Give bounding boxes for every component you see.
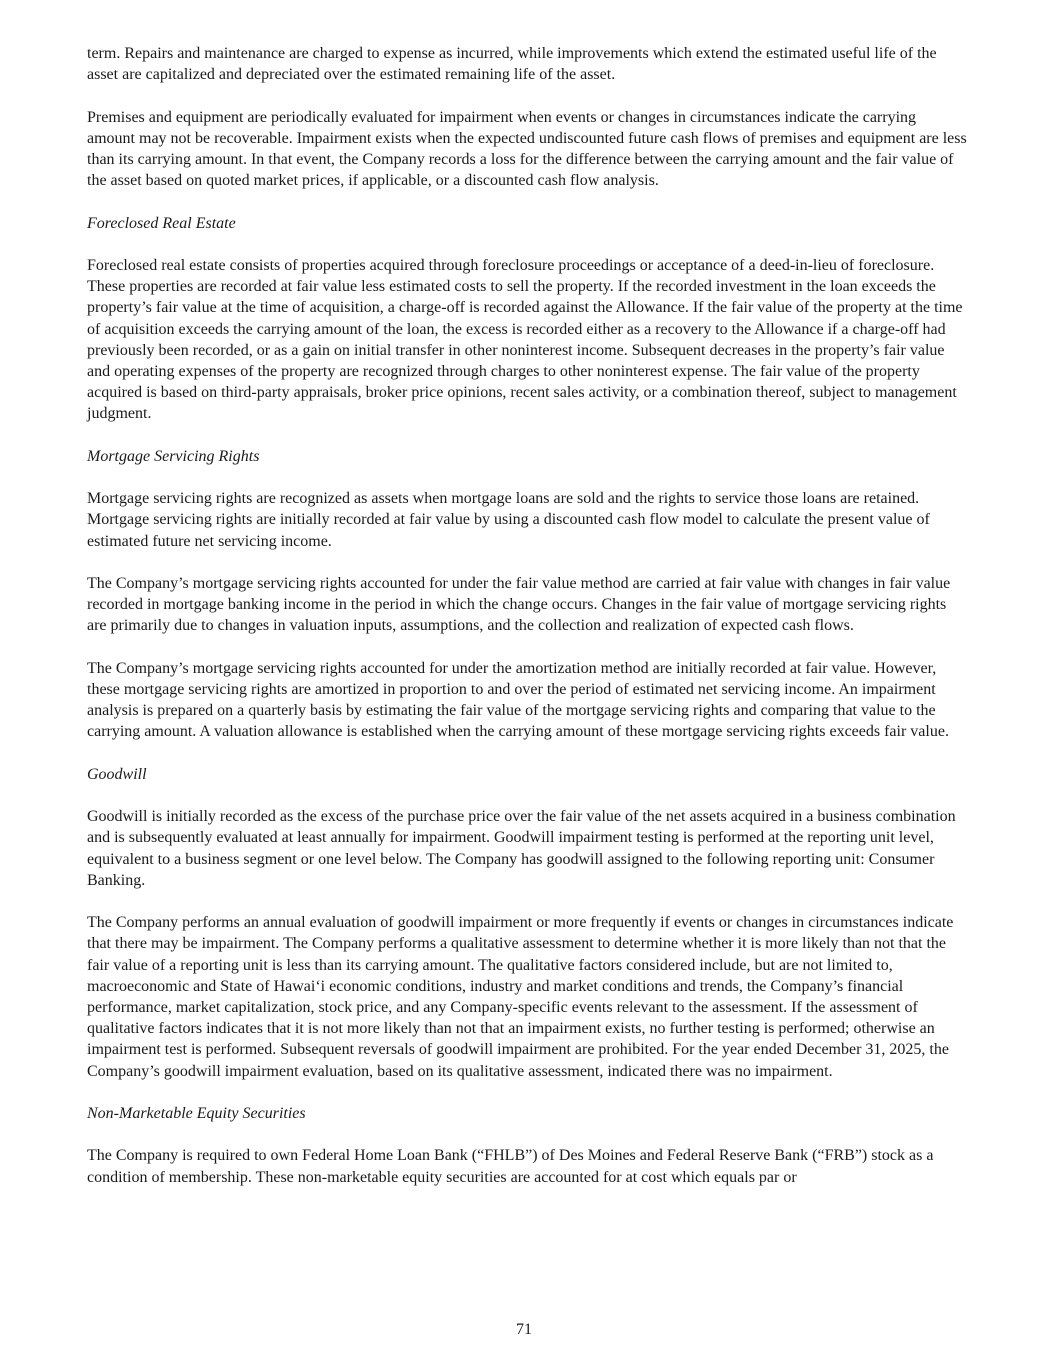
paragraph-premises-impairment: Premises and equipment are periodically evaluated for impairment when events or changes in circumstances indicate the carrying amount may not be recoverable. Impairment exists when the expected undiscounted future cash flows of premises and equipment are less than its carrying amount. In that event, the Company records a loss for the difference between the carrying amount and the fair value of the asset based on quoted market prices, if applicable, or a discounted cash flow analysis.	[87, 108, 967, 190]
paragraph-premises-repairs: term. Repairs and maintenance are charged to expense as incurred, while improvements which extend the estimated useful life of the asset are capitalized and depreciated over the estimated remaining life of the asset.	[87, 45, 937, 84]
paragraph-goodwill-evaluation: The Company performs an annual evaluation of goodwill impairment or more frequently if events or changes in circumstances indicate that there may be impairment. The Company performs a qualitative assessment to determine whether it is more likely than not that the fair value of a reporting unit is less than its carrying amount. The qualitative factors considered include, but are not limited to, macroeconomic and State of Hawai‘i economic conditions, industry and market conditions and trends, the Company’s financial performance, market capitalization, stock price, and any Company-specific events relevant to the assessment. If the assessment of qualitative factors indicates that it is not more likely than not that an impairment exists, no further testing is performed; otherwise an impairment test is performed. Subsequent reversals of goodwill impairment are prohibited. For the year ended December 31, 2025, the Company’s goodwill impairment evaluation, based on its qualitative assessment, indicated there was no impairment.	[87, 914, 954, 1080]
page-number: 71	[516, 1321, 532, 1338]
paragraph-non-marketable-equity: The Company is required to own Federal Home Loan Bank (“FHLB”) of Des Moines and Federal Reserve Bank (“FRB”) stock as a condition of membership. These non-marketable equity securities are accounted for at cost which equals par or	[87, 1147, 934, 1186]
section-heading-goodwill: Goodwill	[87, 765, 147, 783]
paragraph-msr-recognition: Mortgage servicing rights are recognized as assets when mortgage loans are sold and the rights to service those loans are retained. Mortgage servicing rights are initially recorded at fair value by using a discounted cash flow model to calculate the present value of estimated future net servicing income.	[87, 490, 930, 550]
section-heading-foreclosed-real-estate: Foreclosed Real Estate	[87, 214, 236, 232]
page-body	[87, 43, 967, 1209]
paragraph-goodwill-recognition: Goodwill is initially recorded as the excess of the purchase price over the fair value of the net assets acquired in a business combination and is subsequently evaluated at least annually for impairment. Goodwill impairment testing is performed at the reporting unit level, equivalent to a business segment or one level below. The Company has goodwill assigned to the following reporting unit: Consumer Banking.	[87, 808, 956, 889]
section-heading-non-marketable-equity: Non-Marketable Equity Securities	[87, 1104, 306, 1122]
paragraph-msr-amortization-method: The Company’s mortgage servicing rights accounted for under the amortization method are initially recorded at fair value. However, these mortgage servicing rights are amortized in proportion to and over the period of estimated net servicing income. An impairment analysis is prepared on a quarterly basis by estimating the fair value of the mortgage servicing rights and comparing that value to the carrying amount. A valuation allowance is established when the carrying amount of these mortgage servicing rights exceeds fair value.	[87, 659, 949, 741]
section-heading-mortgage-servicing-rights: Mortgage Servicing Rights	[87, 447, 260, 465]
paragraph-foreclosed-real-estate: Foreclosed real estate consists of properties acquired through foreclosure proceedings or acceptance of a deed-in-lieu of foreclosure. These properties are recorded at fair value less estimated costs to sell the property. If the recorded investment in the loan exceeds the property’s fair value at the time of acquisition, a charge-off is recorded against the Allowance. If the fair value of the property at the time of acquisition exceeds the carrying amount of the loan, the excess is recorded either as a recovery to the Allowance if a charge-off had previously been recorded, or as a gain on initial transfer in other noninterest income. Subsequent decreases in the property’s fair value and operating expenses of the property are recognized through charges to other noninterest expense. The fair value of the property acquired is based on third-party appraisals, broker price opinions, recent sales activity, or a combination thereof, subject to management judgment.	[87, 256, 963, 423]
paragraph-msr-fair-value-method: The Company’s mortgage servicing rights accounted for under the fair value method are carried at fair value with changes in fair value recorded in mortgage banking income in the period in which the change occurs. Changes in the fair value of mortgage servicing rights are primarily due to changes in valuation inputs, assumptions, and the collection and realization of expected cash flows.	[87, 574, 951, 635]
